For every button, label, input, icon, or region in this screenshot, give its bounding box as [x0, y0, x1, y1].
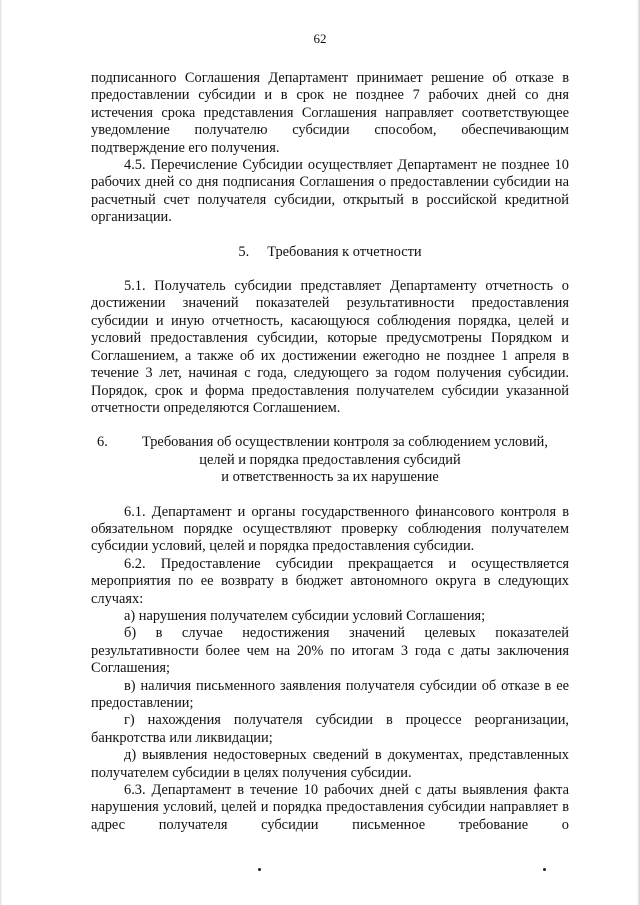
document-body — [91, 70, 569, 834]
section-6-heading — [91, 434, 569, 486]
section-5-heading — [91, 244, 569, 261]
section-6-title-line-1: Требования об осуществлении контроля за соблюдением условий, — [142, 434, 548, 451]
section-6-title-line-3: и ответственность за их нарушение — [221, 469, 439, 486]
list-item-a: а) нарушения получателем субсидии условий Соглашения; — [124, 607, 486, 624]
scan-edge-left — [0, 0, 2, 905]
scan-speck — [543, 868, 546, 871]
paragraph-continuation: подписанного Соглашения Департамент принимает решение об отказе в предоставлении субсидии и в срок не позднее 7 рабочих дней со дня истечения срока представления Соглашения направляет соответствующее уведомление получателю субсидии способом, обеспечивающим подтверждение его получения. — [91, 70, 569, 156]
paragraph-5-1: 5.1. Получатель субсидии представляет Департаменту отчетность о достижении значений показателей результативности предоставления субсидии и иную отчетность, касающуюся соблюдения порядка, целей и условий предоставления субсидии, которые предусмотрены Порядком и Соглашением, а также об их достижении ежегодно не позднее 1 апреля в течение 3 лет, начиная с года, следующего за годом получения субсидии. Порядок, срок и форма предоставления получателем субсидии указанной отчетности определяются Соглашением. — [91, 278, 569, 416]
section-5-title: Требования к отчетности — [267, 243, 422, 260]
list-item-v: в) наличия письменного заявления получателя субсидии об отказе в ее предоставлении; — [91, 677, 569, 711]
list-item-b: б) в случае недостижения значений целевых показателей результативности более чем на 20% по итогам 3 года с даты заключения Соглашения; — [91, 625, 569, 677]
list-item-g: г) нахождения получателя субсидии в процессе реорганизации, банкротства или ликвидации; — [91, 712, 569, 746]
paragraph-4-5: 4.5. Перечисление Субсидии осуществляет Департамент не позднее 10 рабочих дней со дня подписания Соглашения о предоставлении субсидии на расчетный счет получателя субсидии, открытый в российской кредитной организации. — [91, 157, 569, 226]
scan-speck — [258, 868, 261, 871]
paragraph-6-2: 6.2. Предоставление субсидии прекращается и осуществляется мероприятия по ее возврату в бюджет автономного округа в следующих случаях: — [91, 555, 569, 607]
section-6-title-line-2: целей и порядка предоставления субсидий — [199, 451, 461, 468]
list-item-d: д) выявления недостоверных сведений в документах, представленных получателем субсидии в целях получения субсидии. — [91, 747, 569, 781]
page-number: 62 — [313, 31, 327, 46]
section-5-number: 5. — [238, 243, 250, 260]
section-6-number: 6. — [97, 434, 108, 451]
paragraph-6-1: 6.1. Департамент и органы государственного финансового контроля в обязательном порядке осуществляют проверку соблюдения получателем субсидии условий, целей и порядка предоставления субсидии. — [91, 503, 569, 555]
paragraph-6-3: 6.3. Департамент в течение 10 рабочих дней с даты выявления факта нарушения условий, целей и порядка предоставления субсидии направляет в адрес получателя субсидии письменное требование о — [91, 782, 569, 833]
